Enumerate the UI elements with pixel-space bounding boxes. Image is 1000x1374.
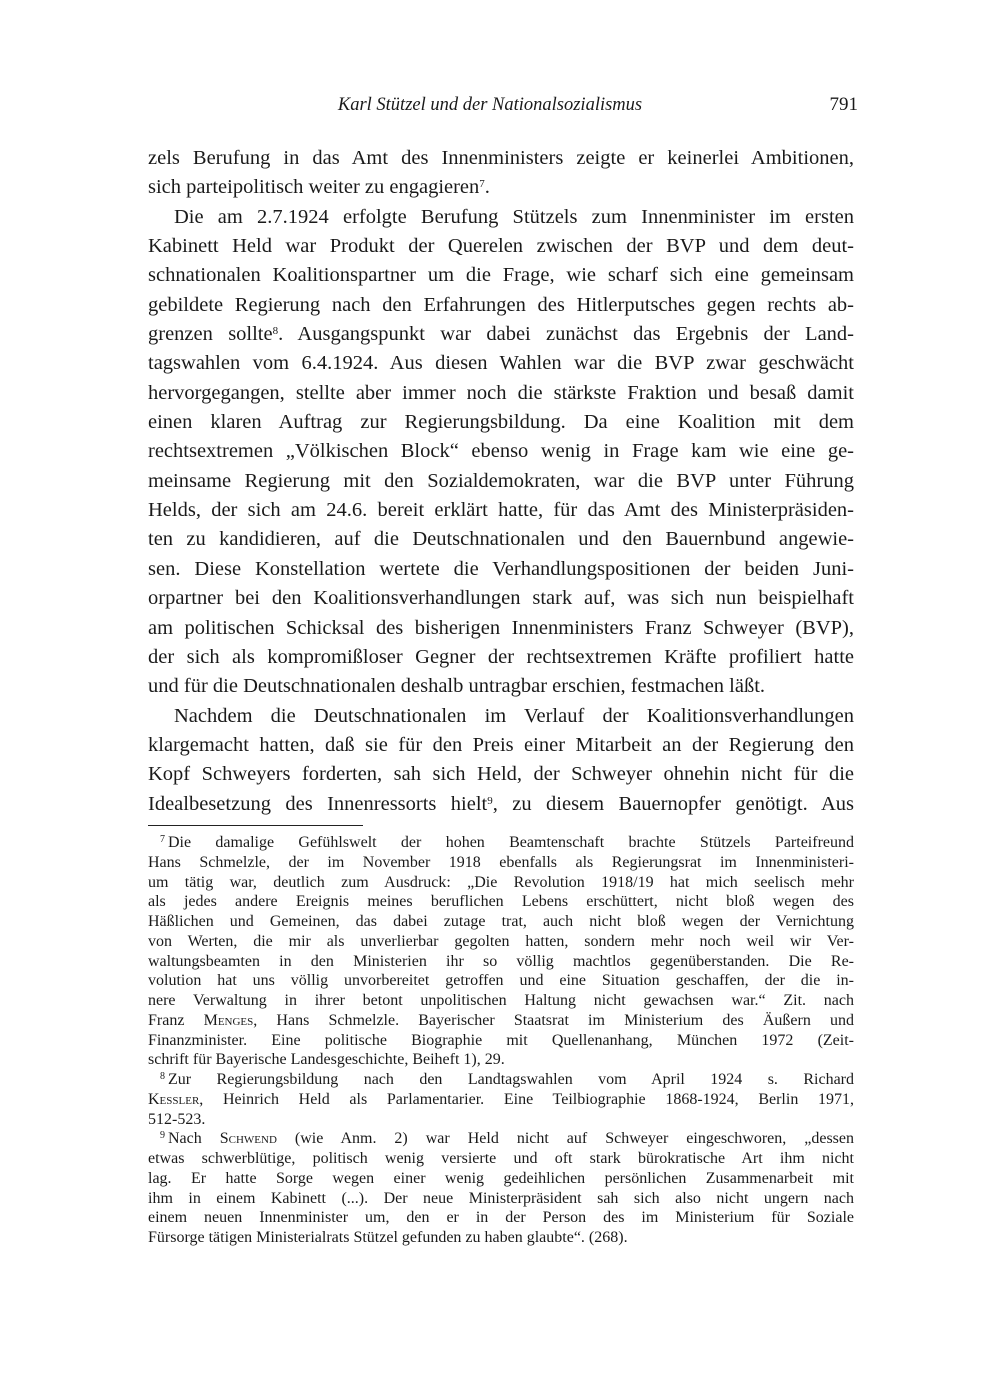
- text-run: grenzen sollte: [148, 323, 273, 346]
- footnote-mark: 7: [160, 834, 165, 845]
- text-line: schnationalen Koalitionspartner um die Frage, wie scharf sich eine gemeinsam: [148, 264, 854, 287]
- footnote-7-line: waltungsbeamten in den Ministerien ihr so völlig machtlos gegenüberstanden. Die Re-: [148, 952, 854, 970]
- footnote-7-line: [148, 1011, 854, 1031]
- text-line: der sich als kompromißloser Gegner der rechtsextremen Kräfte profiliert hatte: [148, 645, 854, 668]
- footnote-mark: 9: [160, 1130, 165, 1142]
- footnote-9-line: [148, 1129, 854, 1149]
- author-name: Schwend: [219, 1130, 277, 1148]
- footnote-7-line: Häßlichen und Gemeinen, das dabei zutage trat, auch nicht bloß wegen der Vernichtung: [148, 913, 854, 930]
- footnote-9-line: lag. Er hatte Sorge wegen einer wenig gedeihlichen persönlichen Zusammenarbeit mit: [148, 1169, 854, 1187]
- author-name: Keßler: [148, 1090, 200, 1108]
- text-line: Die am 2.7.1924 erfolgte Berufung Stützels zum Innenminister im ersten: [174, 205, 854, 228]
- footnote-9-line: ihm in einem Kabinett (...). Der neue Ministerpräsident sah sich also nicht ungern nach: [148, 1189, 854, 1207]
- text-line: hervorgegangen, stellte aber immer noch die stärkste Fraktion und besaß damit: [148, 381, 854, 404]
- text-line: einen klaren Auftrag zur Regierungsbildung. Da eine Koalition mit dem: [148, 411, 854, 434]
- footnote-ref-9[interactable]: 9: [487, 794, 493, 807]
- text-run: .: [484, 176, 490, 199]
- text-line: ten zu kandidieren, auf die Deutschnationalen und den Bauernbund angewie-: [148, 528, 854, 551]
- text-line: gebildete Regierung nach den Erfahrungen des Hitlerputsches gegen rechts ab-: [148, 293, 854, 316]
- main-text: [148, 144, 854, 819]
- text-line: [148, 320, 854, 349]
- footnote-7-line: nere Verwaltung in ihrer betont unpolitischen Haltung nicht gewachsen war.“ Zit. nach: [148, 992, 854, 1009]
- footnote-9-line: Fürsorge tätigen Ministerialrats Stützel gefunden zu haben glaubte“. (268).: [148, 1229, 628, 1246]
- footnote-divider: [148, 825, 363, 826]
- author-name: Menges: [203, 1011, 254, 1029]
- text-run: Die damalige Gefühlswelt der hohen Beamtenschaft brachte Stützels Parteifreund: [168, 834, 854, 851]
- footnote-7-line: von Werten, die mir als unverlierbar gegolten hatten, sondern mehr noch weil wir Ver-: [148, 932, 854, 950]
- text-line: am politischen Schicksal des bisherigen Innenministers Franz Schweyer (BVP),: [148, 616, 854, 639]
- footnote-ref-7[interactable]: 7: [479, 178, 485, 191]
- text-line: Helds, der sich am 24.6. bereit erklärt hatte, für das Amt des Ministerpräsiden-: [148, 499, 854, 522]
- footnote-7-line: volution hat uns völlig unvorbereitet getroffen und eine Situation geschaffen, der die in-: [148, 972, 854, 990]
- text-line: [148, 790, 854, 819]
- text-run: , Hans Schmelzle. Bayerischer Staatsrat im Ministerium des Äußern und: [253, 1011, 854, 1029]
- text-line: tagswahlen vom 6.4.1924. Aus diesen Wahlen war die BVP zwar geschwächt: [148, 352, 854, 375]
- footnote-8-line: [148, 1090, 854, 1110]
- text-run: , Heinrich Held als Parlamentarier. Eine Teilbiographie 1868-1924, Berlin 1971,: [199, 1090, 854, 1108]
- text-line: Nachdem die Deutschnationalen im Verlauf der Koalitionsverhandlungen: [174, 704, 854, 727]
- footnote-7-line: als jedes andere Ereignis meines beruflichen Lebens erschüttert, nicht bloß wegen des: [148, 893, 854, 911]
- footnotes: [148, 833, 854, 1248]
- footnote-mark: 8: [160, 1071, 165, 1082]
- text-run: Zur Regierungsbildung nach den Landtagswahlen vom April 1924 s. Richard: [168, 1071, 854, 1088]
- text-run: (wie Anm. 2) war Held nicht auf Schweyer eingeschworen, „dessen: [276, 1130, 854, 1148]
- text-line: orpartner bei den Koalitionsverhandlungen stark auf, was sich nun beispielhaft: [148, 587, 854, 610]
- footnote-7-line: Hans Schmelzle, der im November 1918 ebenfalls als Regierungsrat im Innenministeri-: [148, 853, 854, 871]
- text-run: Idealbesetzung des Innenressorts hielt: [148, 792, 488, 815]
- footnote-9-line: einem neuen Innenminister um, den er in der Person des im Ministerium für Soziale: [148, 1209, 854, 1227]
- footnote-7-line: Finanzminister. Eine politische Biographie mit Quellenanhang, München 1972 (Zeit-: [148, 1031, 854, 1049]
- text-line: Kabinett Held war Produkt der Querelen zwischen der BVP und dem deut-: [148, 235, 854, 258]
- footnote-8-line: 512-523.: [148, 1110, 206, 1128]
- footnote-7-line: schrift für Bayerische Landesgeschichte, Beiheft 1), 29.: [148, 1051, 505, 1069]
- text-run: . Ausgangspunkt war dabei zunächst das Ergebnis der Land-: [278, 323, 854, 346]
- text-line: und für die Deutschnationalen deshalb untragbar erschien, festmachen läßt.: [148, 675, 766, 698]
- text-line: Kopf Schweyers forderten, sah sich Held, der Schweyer ohnehin nicht für die: [148, 763, 854, 786]
- text-run: Nach: [168, 1130, 220, 1148]
- text-run: sich parteipolitisch weiter zu engagieren: [148, 176, 480, 199]
- footnote-9-line: etwas schwerblütige, politisch wenig versierte und oft stark bürokratische Art ihm nicht: [148, 1150, 854, 1167]
- text-line: rechtsextremen „Völkischen Block“ ebenso wenig in Frage kam wie eine ge-: [148, 440, 854, 463]
- text-run: , zu diesem Bauernopfer genötigt. Aus: [492, 792, 855, 815]
- page-number: 791: [829, 94, 858, 115]
- running-head: Karl Stützel und der Nationalsozialismus: [337, 95, 643, 115]
- text-line: meinsame Regierung mit den Sozialdemokraten, war die BVP unter Führung: [148, 469, 854, 492]
- text-run: Franz: [148, 1011, 204, 1029]
- footnote-8-line: [148, 1070, 854, 1090]
- text-line: klargemacht hatten, daß sie für den Preis einer Mitarbeit an der Regierung den: [148, 733, 854, 756]
- text-line: [148, 173, 854, 202]
- footnote-7-line: um tätig war, deutlich zum Ausdruck: „Die Revolution 1918/19 hat mich seelisch mehr: [148, 873, 854, 891]
- footnote-7-line: [148, 833, 854, 853]
- text-line: sen. Diese Konstellation wertete die Verhandlungspositionen der beiden Juni-: [148, 557, 854, 580]
- footnote-ref-8[interactable]: 8: [272, 325, 279, 338]
- text-line: zels Berufung in das Amt des Innenministers zeigte er keinerlei Ambitionen,: [148, 147, 854, 169]
